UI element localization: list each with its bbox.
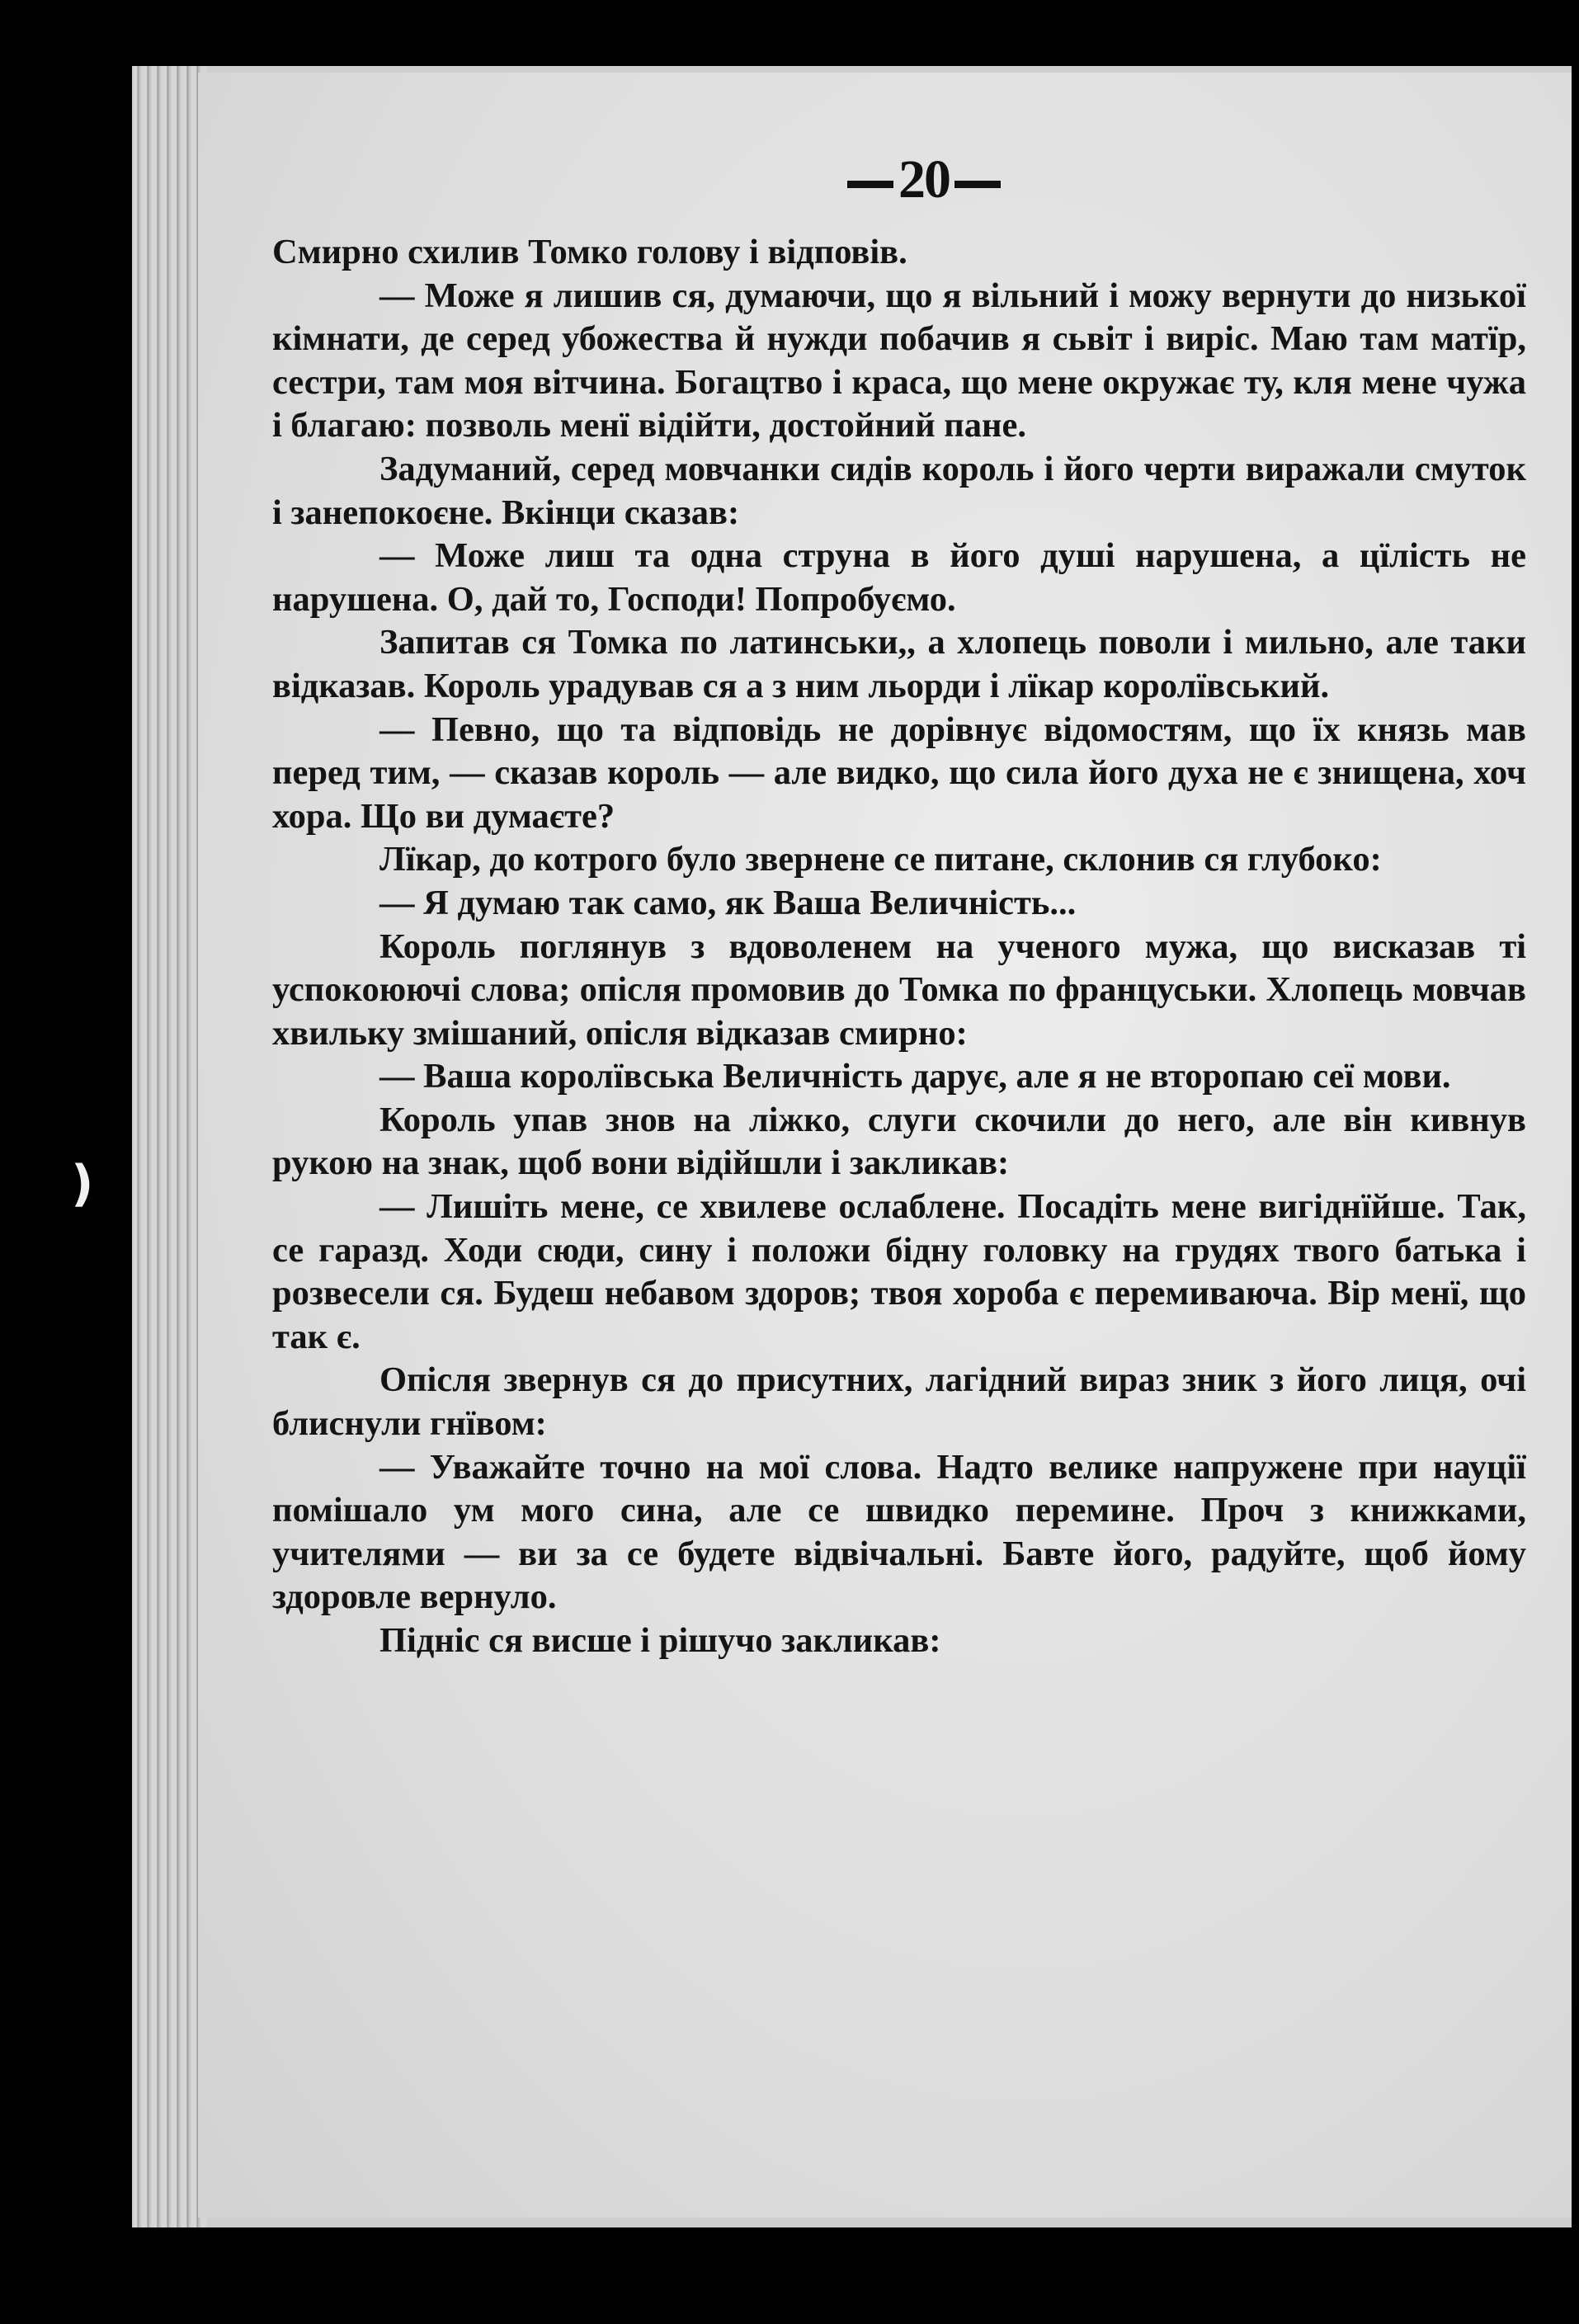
page-number — [825, 148, 1023, 211]
paragraph: Запитав ся Томка по латинськи,, а хлопець поволи і мильно, але таки відказав. Король урадував ся а з ним льорди і лїкар королївський. — [272, 623, 1526, 705]
paragraph: Підніс ся висше і рішучо закликав: — [379, 1621, 941, 1660]
paragraph: Опісля звернув ся до присутних, лагідний вираз зник з його лиця, очі блиснули гнївом: — [272, 1360, 1526, 1444]
body-text — [272, 231, 1526, 1663]
dash-left — [847, 181, 893, 188]
paragraph: — Лишіть мене, се хвилеве ослаблене. Посадіть мене вигіднїйше. Так, се гаразд. Ходи сюди, сину і положи бідну головку на грудях твого батька і розвесели ся. Будеш небавом здоров; твоя хороба є перемиваюча. Вір менї, що так є. — [272, 1187, 1526, 1356]
paragraph: — Я думаю так само, як Ваша Величність... — [379, 883, 1077, 922]
paragraph: Король поглянув з вдоволенем на ученого мужа, що висказав ті успокоюючі слова; опісля промовив до Томка по француськи. Хлопець мовчав хвильку змішаний, опісля відказав смирно: — [272, 926, 1526, 1053]
side-mark: ) — [71, 1155, 94, 1213]
paragraph: — Певно, що та відповідь не дорівнує відомостям, що їх князь мав перед тим, — сказав король — але видко, що сила його духа не є знищена, хоч хора. Що ви думаєте? — [272, 709, 1526, 836]
right-border — [1572, 0, 1579, 2324]
paragraph: Задуманий, серед мовчанки сидів король і його черти виражали смуток і занепокоєне. Вкінци сказав: — [272, 449, 1526, 532]
paragraph: Король упав знов на ліжко, слуги скочили до него, але він кивнув рукою на знак, щоб вони відійшли і закликав: — [272, 1100, 1526, 1183]
paragraph: — Може я лишив ся, думаючи, що я вільний і можу вернути до низької кімнати, де серед убожества й нужди побачив я сьвіт і виріс. Маю там матїр, сестри, там моя вітчина. Богацтво і краса, що мене окружає ту, кля мене чужа і благаю: позволь менї відійти, достойний пане. — [272, 276, 1526, 445]
dash-right — [954, 181, 1001, 188]
paragraph: Лїкар, до котрого було звернене се питане, склонив ся глубоко: — [379, 840, 1382, 879]
page-edges — [132, 66, 206, 2227]
paragraph: — Уважайте точно на мої слова. Надто велике напружене при науції помішало ум мого сина, але се швидко перемине. Проч з книжками, учителями — ви за се будете відвічальні. Бавте його, радуйте, щоб йому здоровле вернуло. — [272, 1447, 1526, 1617]
paragraph: Смирно схилив Томко голову і відповів. — [272, 233, 907, 271]
paragraph: — Ваша королївська Величність дарує, але я не второпаю сеї мови. — [379, 1057, 1451, 1096]
paragraph: — Може лиш та одна струна в його душі нарушена, а цїлість не нарушена. О, дай то, Господи! Попробуємо. — [272, 536, 1526, 619]
page-number-value: 20 — [898, 149, 950, 210]
